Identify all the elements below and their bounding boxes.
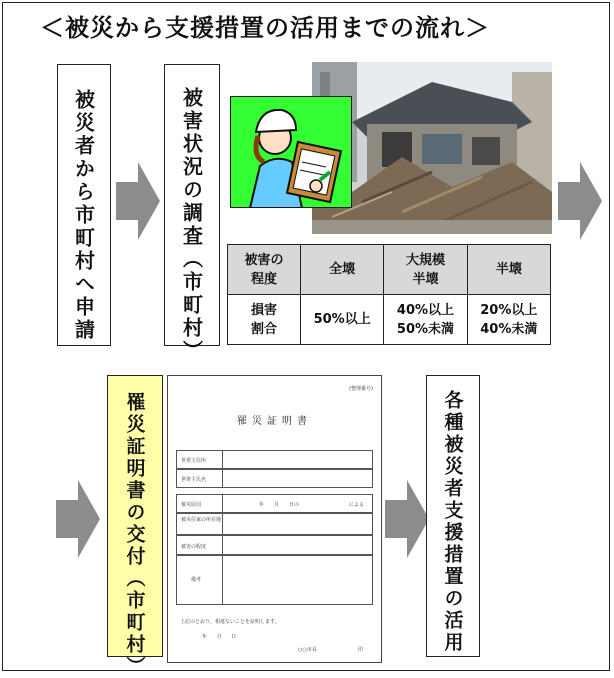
table-row — [228, 295, 551, 345]
step-issue-box — [107, 375, 163, 678]
damage-criteria-table — [227, 244, 551, 345]
step-apply-box — [57, 64, 111, 346]
step-use-label: 各種被災者支援措置の活用 — [441, 390, 464, 654]
table-cell — [467, 295, 550, 345]
cell-line: 20%以上 — [480, 302, 538, 318]
certificate-field-row — [176, 535, 373, 555]
cell-line: 40%未満 — [480, 321, 538, 337]
certificate-field-row — [176, 450, 373, 469]
certificate-field-label: 備考 — [191, 577, 202, 583]
header-line: 大規模 — [405, 252, 445, 268]
arrow-right-icon — [558, 162, 602, 240]
certificate-field-label: 罹災原因 — [181, 502, 202, 508]
table-row-label-cell — [228, 295, 301, 345]
certificate-cause-date: 年 月 日の — [259, 502, 300, 508]
certificate-field-row — [176, 469, 373, 488]
certificate-number: (整理番号) — [349, 386, 373, 392]
certificate-field-row — [176, 555, 373, 605]
cell-line: 50%以上 — [313, 312, 371, 327]
certificate-field-row — [176, 513, 373, 535]
certificate-field-label: 世帯主住所 — [181, 458, 207, 464]
certificate-field-label: 被害の程度 — [181, 544, 207, 550]
table-header-cell — [467, 245, 550, 295]
step-issue-label: 罹災証明書の交付（市町村） — [123, 392, 146, 678]
table-header-cell — [228, 245, 301, 295]
header-line: 被害の — [244, 252, 284, 268]
diagram-title: ＜被災から支援措置の活用までの流れ＞ — [40, 14, 490, 42]
certificate-statement: 上記のとおり、相違ないことを証明します。 — [180, 619, 280, 625]
arrow-right-icon — [56, 480, 100, 558]
step-use-box — [426, 375, 480, 657]
header-line: 全壊 — [329, 262, 356, 277]
table-header-cell — [384, 245, 467, 295]
cell-line: 40%以上 — [396, 302, 455, 318]
certificate-cause-suffix: による — [349, 502, 365, 508]
step-apply-label: 被災者から市町村へ申請 — [71, 89, 96, 342]
certificate-seal: 印 — [358, 647, 364, 653]
certificate-field-label: 被災住家の所在地 — [181, 517, 222, 523]
cell-line: 50%未満 — [396, 321, 455, 337]
certificate-sample — [167, 375, 382, 663]
table-row — [228, 245, 551, 295]
arrow-right-icon — [116, 162, 160, 240]
header-line: 半壊 — [495, 262, 522, 277]
table-header-cell — [301, 245, 384, 295]
step-survey-label: 被害状況の調査（市町村） — [179, 87, 204, 363]
table-cell — [301, 295, 384, 345]
table-cell — [384, 295, 467, 345]
certificate-field-label: 世帯主氏名 — [181, 477, 207, 483]
step-survey-box — [164, 64, 220, 363]
row-label-line: 損害 — [250, 302, 277, 318]
certificate-issuer: ○○市長 — [298, 647, 317, 653]
certificate-title: 罹災証明書 — [237, 416, 312, 427]
header-line: 程度 — [250, 271, 277, 287]
certificate-field-row — [176, 494, 373, 513]
certificate-date: 年 月 日 — [202, 634, 241, 640]
inspector-illustration — [230, 96, 352, 208]
arrow-right-icon — [385, 480, 429, 558]
header-line: 半壊 — [412, 271, 439, 287]
row-label-line: 割合 — [250, 321, 277, 337]
